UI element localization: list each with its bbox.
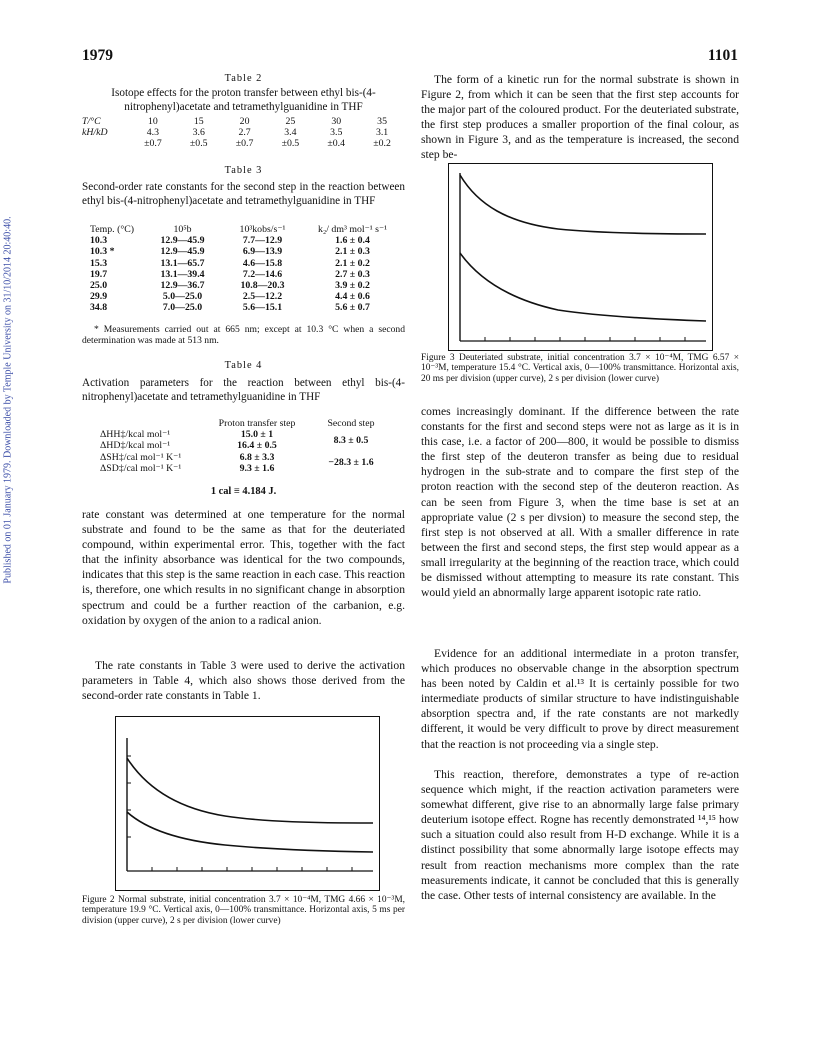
table3-cell: 10.3 * (90, 246, 115, 258)
table3-footnote: * Measurements carried out at 665 nm; except at 10.3 °C when a second determination was made at 513 nm. (82, 324, 405, 346)
table3-cell: 5.0—25.0 (162, 291, 203, 303)
table3-cell: 12.9—45.9 (160, 235, 205, 247)
table3-label: Table 3 (224, 165, 263, 176)
figure3-plot (448, 163, 713, 351)
table3-cell: 2.7 ± 0.3 (335, 268, 370, 280)
figure3-caption: Figure 3 Deuteriated substrate, initial concentration 3.7 × 10⁻⁴M, TMG 6.57 × 10⁻³M, temperature 15.4 °C. Vertical axis, 0—100% transmittance. Horizontal axis, 20 ms per division (upper curve), 2 s per division (lower curve) (421, 353, 739, 384)
provenance-sidebar (1, 140, 15, 660)
table2 (82, 116, 405, 150)
table3-cell: 4.4 ± 0.6 (335, 291, 370, 303)
table2-cell: ±0.4 (327, 138, 346, 150)
table3-header-row (90, 224, 400, 235)
right-paragraph-3: Evidence for an additional intermediate in a proton transfer, which produces no observable change in the absorption spectrum has been noted by Caldin et al.¹³ It is certainly possible for two intermediate products of similar structure to have indistinguishable absorption spectra and, if the rate constants are not markedly different, it would be very difficult to prove by direct measurement that the reaction is not proceeding via a single step. (421, 647, 739, 751)
table4-value: 6.8 ± 3.3 (239, 451, 275, 463)
table3-row (90, 269, 400, 280)
table3-header: Temp. (°C) (90, 224, 135, 235)
table2-cell: ±0.7 (235, 138, 254, 150)
table2-cell: 3.4 (284, 127, 297, 139)
figure2-plot (115, 716, 380, 891)
table4-param: ΔHD‡/kcal mol⁻¹ (100, 440, 171, 452)
table3-cell: 12.9—36.7 (160, 280, 205, 292)
table2-cell: ±0.2 (373, 138, 391, 150)
table2-cell: ±0.5 (281, 138, 300, 150)
table2-row (82, 116, 405, 127)
provenance-text: Published on 01 January 1979. Downloaded by Temple University on 31/10/2014 20:40:40. (2, 216, 14, 584)
table2-cell: 4.3 (146, 127, 160, 139)
table4-label: Table 4 (224, 360, 263, 371)
page-number: 1101 (707, 47, 738, 64)
table2-cell: 3.5 (330, 127, 343, 139)
table3-row (90, 302, 400, 313)
figure2-caption: Figure 2 Normal substrate, initial concentration 3.7 × 10⁻⁴M, TMG 4.66 × 10⁻³M, temperature 19.9 °C. Vertical axis, 0—100% transmittance. Horizontal axis, 5 ms per division (upper curve), 2 s per division (lower curve) (82, 895, 405, 926)
table3-row (90, 235, 400, 246)
table2-cell: 20 (239, 116, 250, 127)
table3-cell: 12.9—45.9 (160, 246, 205, 258)
table3-cell: 2.1 ± 0.2 (335, 257, 370, 269)
table2-cell: 3.1 (375, 127, 389, 139)
table4-header-row (100, 418, 400, 429)
table3-row (90, 258, 400, 269)
table2-row (82, 138, 405, 149)
table3-cell: 6.9—13.9 (242, 246, 283, 258)
table3-cell: 34.8 (90, 302, 108, 314)
table2-cell: 2.7 (238, 127, 251, 139)
table3-row (90, 246, 400, 257)
table3-cell: 3.9 ± 0.2 (335, 280, 370, 292)
table4-param: ΔHH‡/kcal mol⁻¹ (100, 429, 171, 441)
left-paragraph-1: rate constant was determined at one temperature for the normal substrate and found to be the same as that for the deuteriated compound, within experimental error. This, together with the fact that the infinity absorbance was identical for the two compounds, indicates that this step is the same reaction in each case. This reaction is, therefore, one which results in no significant change in absorption spectrum and could be a further reaction of the carbanion, e.g. oxidation by oxygen of the anion to a radical anion. (82, 508, 405, 627)
right-paragraph-2: comes increasingly dominant. If the difference between the rate constants for the first and second steps were not as large as it is in this case, i.e. a factor of 200—800, it would be possible to dismiss the first step of the deuteron transfer as being due to residual hydrogen in the sub-strate and to compare the first step of the proton reaction with the second step of the deuteron reaction. As can be seen from Figure 3, when the time base is set at an appropriate value (2 s per divsion) to measure the second step, the first step is not observed at all. With a smaller difference in rate between the first and second steps, the first step would appear as a small irregularity at the beginning of the reaction trace, which could be dismissed without attempting to measure its rate constant. This would yield an abnormally large apparent isotopic rate ratio. (421, 405, 739, 600)
table4-col2-header: Second step (327, 418, 375, 429)
table3-header: 10³kobs/s⁻¹ (239, 224, 286, 235)
table2-row-label: kH/kD (82, 127, 108, 139)
table3-cell: 10.3 (90, 235, 108, 247)
table3-cell: 29.9 (90, 291, 108, 303)
table2-cell: ±0.5 (189, 138, 208, 150)
table2-row (82, 127, 405, 138)
table3-header: k₂/ dm³ mol⁻¹ s⁻¹ (317, 224, 388, 235)
table3-row (90, 280, 400, 291)
table2-cell: 15 (193, 116, 204, 127)
table4-second-ds: −28.3 ± 1.6 (328, 457, 374, 469)
table2-title: Isotope effects for the proton transfer between ethyl bis-(4-nitrophenyl)acetate and tetramethylguanidine in THF (111, 87, 376, 113)
table4-col1-header: Proton transfer step (218, 418, 296, 429)
table4-value: 15.0 ± 1 (240, 429, 274, 441)
table3-cell: 7.7—12.9 (242, 235, 283, 247)
table3-cell: 1.6 ± 0.4 (335, 235, 370, 247)
table3 (90, 224, 400, 314)
table3-cell: 5.6 ± 0.7 (335, 302, 370, 314)
table3-header: 10⁵b (173, 224, 192, 235)
table2-row-label: T/°C (82, 116, 101, 127)
table2-cell: 35 (377, 116, 387, 127)
table4-title: Activation parameters for the reaction between ethyl bis-(4-nitrophenyl)acetate and tetramethylguanidine in THF (82, 377, 405, 403)
table3-cell: 25.0 (90, 280, 108, 292)
table3-cell: 10.8—20.3 (240, 280, 285, 292)
table3-cell: 2.1 ± 0.3 (335, 246, 370, 258)
table3-cell: 13.1—65.7 (160, 257, 205, 269)
table3-cell: 7.2—14.6 (242, 268, 283, 280)
left-paragraph-2: The rate constants in Table 3 were used to derive the activation parameters in Table 4, which also shows those derived from the second-order rate constants in Table 1. (82, 659, 405, 703)
table3-row (90, 291, 400, 302)
right-paragraph-1: The form of a kinetic run for the normal substrate is shown in Figure 2, from which it can be seen that the first step accounts for the major part of the coloured product. For the deuteriated substrate, the first step produces a smaller proportion of the final colour, as shown in Figure 3, and as the temperature is increased, the second step be- (421, 73, 739, 162)
table4-param: ΔSH‡/cal mol⁻¹ K⁻¹ (100, 451, 182, 463)
table2-cell: 25 (285, 116, 296, 127)
table3-cell: 15.3 (90, 257, 108, 269)
table2-cell: 3.6 (192, 127, 205, 139)
table4 (100, 418, 400, 474)
table3-cell: 7.0—25.0 (162, 302, 203, 314)
table3-title: Second-order rate constants for the second step in the reaction between ethyl bis-(4-nitrophenyl)acetate and tetramethylguanidine in THF (82, 181, 405, 207)
table3-cell: 4.6—15.8 (242, 257, 283, 269)
table4-value: 16.4 ± 0.5 (237, 440, 277, 452)
table4-row (100, 429, 400, 440)
table3-cell: 13.1—39.4 (160, 268, 205, 280)
table4-param: ΔSD‡/cal mol⁻¹ K⁻¹ (100, 462, 182, 474)
table4-second-dh: 8.3 ± 0.5 (333, 434, 369, 446)
year-header: 1979 (82, 47, 113, 64)
table3-cell: 5.6—15.1 (242, 302, 283, 314)
table4-note: 1 cal ≡ 4.184 J. (210, 486, 277, 497)
table4-row (100, 452, 400, 463)
table4-value: 9.3 ± 1.6 (239, 462, 275, 474)
table2-cell: 10 (148, 116, 158, 127)
table3-cell: 19.7 (90, 268, 108, 280)
table2-cell: 30 (331, 116, 342, 127)
right-paragraph-4: This reaction, therefore, demonstrates a type of re-action sequence which might, if the reaction activation parameters were somewhat different, give rise to an abnormally large false primary deuterium isotope effect. Rogne has recently demonstrated ¹⁴,¹⁵ how such a situation could also result from H-D exchange. While it is a distinct possibility that some abnormally large isotope effects may result from reaction mechanisms more complex than the rate measurements indicate, it cannot be concluded that this is generally the case. Other tests of internal consistency are available. In the (421, 768, 739, 902)
table2-label: Table 2 (224, 73, 263, 84)
table2-cell: ±0.7 (144, 138, 162, 150)
table3-cell: 2.5—12.2 (242, 291, 283, 303)
